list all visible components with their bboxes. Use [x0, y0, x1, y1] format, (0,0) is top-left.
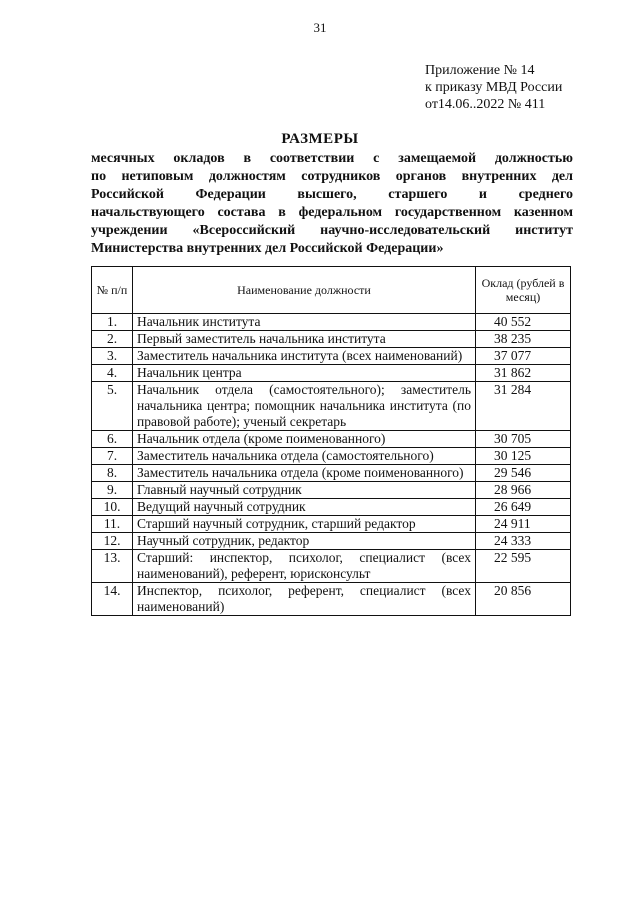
row-number: 13. [92, 550, 133, 583]
row-number: 4. [92, 365, 133, 382]
appendix-line-3: от14.06..2022 № 411 [425, 97, 546, 112]
row-number: 10. [92, 499, 133, 516]
row-position-name: Заместитель начальника отдела (кроме поименованного) [133, 465, 476, 482]
row-number: 14. [92, 583, 133, 616]
appendix-block [425, 62, 562, 113]
table-row [92, 465, 571, 482]
row-number: 5. [92, 382, 133, 431]
table-row [92, 448, 571, 465]
row-number: 1. [92, 314, 133, 331]
row-salary: 20 856 [476, 583, 571, 616]
table-row [92, 431, 571, 448]
row-salary: 40 552 [476, 314, 571, 331]
row-salary: 38 235 [476, 331, 571, 348]
table-row [92, 550, 571, 583]
salary-table [91, 266, 571, 616]
row-position-name: Заместитель начальника отдела (самостоятельного) [133, 448, 476, 465]
row-number: 8. [92, 465, 133, 482]
row-salary: 30 705 [476, 431, 571, 448]
subtitle-line-1: месячных окладов в соответствии с замещаемой должностью [91, 151, 573, 166]
row-position-name: Старший научный сотрудник, старший редактор [133, 516, 476, 533]
appendix-line-2: к приказу МВД России [425, 80, 563, 95]
table-row [92, 382, 571, 431]
header-salary: Оклад (рублей в месяц) [476, 267, 571, 314]
row-position-name: Старший: инспектор, психолог, специалист (всех наименований), референт, юрисконсульт [133, 550, 476, 583]
row-number: 6. [92, 431, 133, 448]
row-salary: 22 595 [476, 550, 571, 583]
subtitle-line-5: учреждении «Всероссийский научно-исследовательский институт [91, 223, 573, 238]
row-salary: 30 125 [476, 448, 571, 465]
table-row [92, 365, 571, 382]
table-row [92, 314, 571, 331]
appendix-line-1: Приложение № 14 [425, 63, 535, 78]
row-salary: 31 284 [476, 382, 571, 431]
row-position-name: Первый заместитель начальника института [133, 331, 476, 348]
table-row [92, 583, 571, 616]
row-salary: 37 077 [476, 348, 571, 365]
row-salary: 28 966 [476, 482, 571, 499]
subtitle-line-3: Российской Федерации высшего, старшего и среднего [91, 187, 573, 202]
table-row [92, 331, 571, 348]
subtitle-line-4: начальствующего состава в федеральном государственном казенном [91, 205, 573, 220]
table-row [92, 516, 571, 533]
row-position-name: Начальник отдела (самостоятельного); заместитель начальника центра; помощник начальника института (по правовой работе); ученый секретарь [133, 382, 476, 431]
table-row [92, 348, 571, 365]
table-header-row [92, 267, 571, 314]
row-position-name: Инспектор, психолог, референт, специалист (всех наименований) [133, 583, 476, 616]
row-number: 2. [92, 331, 133, 348]
row-number: 9. [92, 482, 133, 499]
table-row [92, 482, 571, 499]
table-body [92, 314, 571, 616]
row-number: 3. [92, 348, 133, 365]
row-position-name: Научный сотрудник, редактор [133, 533, 476, 550]
row-salary: 26 649 [476, 499, 571, 516]
row-position-name: Начальник центра [133, 365, 476, 382]
row-position-name: Заместитель начальника института (всех наименований) [133, 348, 476, 365]
row-salary: 29 546 [476, 465, 571, 482]
header-num: № п/п [92, 267, 133, 314]
row-number: 7. [92, 448, 133, 465]
row-salary: 24 911 [476, 516, 571, 533]
row-position-name: Начальник отдела (кроме поименованного) [133, 431, 476, 448]
table-row [92, 499, 571, 516]
row-salary: 31 862 [476, 365, 571, 382]
subtitle-line-6: Министерства внутренних дел Российской Федерации» [91, 241, 444, 256]
header-name: Наименование должности [133, 267, 476, 314]
table-row [92, 533, 571, 550]
row-position-name: Главный научный сотрудник [133, 482, 476, 499]
subtitle-line-2: по нетиповым должностям сотрудников органов внутренних дел [91, 169, 573, 184]
row-number: 11. [92, 516, 133, 533]
row-salary: 24 333 [476, 533, 571, 550]
row-position-name: Начальник института [133, 314, 476, 331]
page-number: 31 [313, 20, 327, 35]
row-position-name: Ведущий научный сотрудник [133, 499, 476, 516]
document-title: РАЗМЕРЫ [281, 131, 359, 147]
row-number: 12. [92, 533, 133, 550]
document-subtitle [91, 150, 573, 258]
